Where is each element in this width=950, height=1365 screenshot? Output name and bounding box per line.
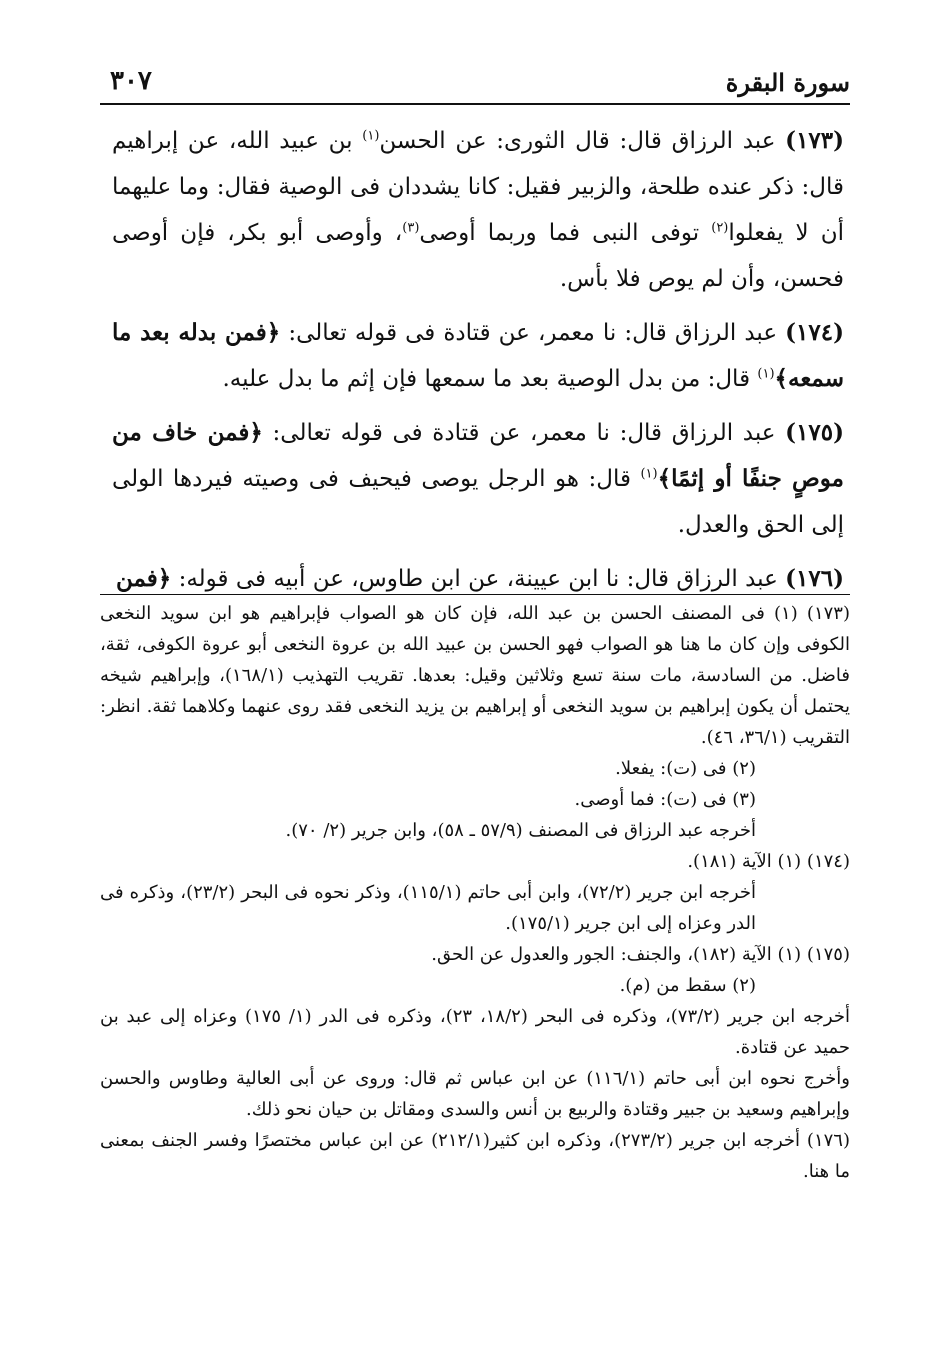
- paragraph-text: بن عبيد الله، عن إبراهيم قال: ذكر عنده طلحة، والزبير فقيل: كانا يشددان فى الوصية فقال: وما عليهما أن لا يفعلوا: [112, 128, 845, 246]
- footnote-marker: (١): [362, 128, 380, 144]
- paragraph-number: (١٧٣): [785, 127, 845, 154]
- footnote-175-1: (١٧٥) (١) الآية (١٨٢)، والجنف: الجور والعدول عن الحق.: [431, 944, 850, 965]
- footnote-175-source: أخرجه ابن جرير (٧٣/٢)، وذكره فى البحر (١٨/٢، ٢٣)، وذكره فى الدر (١/ ١٧٥) وعزاه إلى عبد بن حميد عن قتادة.: [100, 1006, 850, 1058]
- footnote-marker: (٢): [711, 220, 729, 236]
- footnote-173-source: أخرجه عبد الرزاق فى المصنف (٥٧/٩ ـ ٥٨)، وابن جرير (٢/ ٧٠).: [285, 820, 756, 841]
- header-rule: [100, 103, 850, 105]
- footnote-176-source: (١٧٦) أخرجه ابن جرير (٢٧٣/٢)، وذكره ابن كثير(٢١٢/١) عن ابن عباس مختصرًا وفسر الجنف بمعنى ما هنا.: [100, 1130, 850, 1182]
- main-text: [112, 118, 844, 610]
- footnote-marker: (١): [757, 366, 775, 382]
- footnote-174-1: (١٧٤) (١) الآية (١٨١).: [687, 851, 850, 872]
- footnote-marker: (١): [640, 466, 658, 482]
- quran-quote: ﴿فمن: [116, 565, 172, 592]
- paragraph-number: (١٧٥): [785, 419, 845, 446]
- paragraph-number: (١٧٦): [785, 565, 844, 592]
- paragraph-number: (١٧٤): [785, 319, 844, 346]
- footnote-marker: (٣): [402, 220, 420, 236]
- paragraph-text: قال: من بدل الوصية بعد ما سمعها فإن إثم ما بدل عليه.: [222, 366, 758, 392]
- paragraph-text: عبد الرزاق قال: نا معمر، عن قتادة فى قوله تعالى:: [262, 420, 786, 446]
- paragraph-text: عبد الرزاق قال: قال الثورى: عن الحسن: [379, 128, 786, 154]
- quran-quote: ﴿فمن بدله بعد ما سمعه﴾: [112, 319, 844, 392]
- footnote-separator: [100, 594, 850, 595]
- page-number: ٣٠٧: [110, 66, 152, 96]
- footnote-173-2: (٢) فى (ت): يفعلا.: [615, 758, 756, 779]
- chapter-title: سورة البقرة: [725, 68, 850, 97]
- running-head: [100, 62, 850, 102]
- paragraph-175: [112, 410, 844, 548]
- footnote-173-3: (٣) فى (ت): فما أوصى.: [574, 789, 756, 810]
- paragraph-text: قال: هو الرجل يوصى فيحيف فى وصيته فيردها الولى إلى الحق والعدل.: [112, 466, 844, 538]
- paragraph-174: [112, 310, 844, 402]
- footnotes: [100, 598, 850, 1187]
- paragraph-text: توفى النبى فما وربما أوصى: [419, 220, 712, 246]
- quran-quote: ﴿فمن خاف من موصٍ جنفًا أو إثمًا﴾: [112, 419, 844, 492]
- paragraph-text: عبد الرزاق قال: نا ابن عيينة، عن ابن طاوس، عن أبيه فى قوله:: [171, 566, 786, 592]
- footnote-175-2: (٢) سقط من (م).: [619, 975, 756, 996]
- paragraph-text: عبد الرزاق قال: نا معمر، عن قتادة فى قوله تعالى:: [280, 320, 786, 346]
- paragraph-176: [112, 556, 844, 602]
- footnote-174-source: أخرجه ابن جرير (٧٢/٢)، وابن أبى حاتم (١١٥/١)، وذكر نحوه فى البحر (٢٣/٢)، وذكره فى الدر وعزاه إلى ابن جرير (١٧٥/١).: [100, 882, 756, 934]
- footnote-175-source-2: وأخرج نحوه ابن أبى حاتم (١١٦/١) عن ابن عباس ثم قال: وروى عن أبى العالية وطاوس والحسن وإبراهيم وسعيد بن جبير وقتادة والربيع بن أنس والسدى ومقاتل بن حيان نحو ذلك.: [100, 1068, 850, 1120]
- paragraph-173: [112, 118, 844, 302]
- footnote-173-1: (١٧٣) (١) فى المصنف الحسن بن عبد الله، فإن كان هو الصواب فإبراهيم هو ابن سويد النخعى الكوفى وإن كان ما هنا هو الصواب فهو الحسن بن عبيد الله بن عروة النخعى أبو عروة الكوفى، ثقة، فاضل. من السادسة، مات سنة تسع وثلاثين وقيل: بعدها. تقريب التهذيب (١٦٨/١)، وإبراهيم شيخه يحتمل أن يكون إبراهيم بن سويد النخعى أو إبراهيم بن يزيد النخعى فقد روى عنهما وكلاهما ثقة. انظر: التقريب (٣٦/١، ٤٦).: [100, 603, 850, 748]
- paragraph-text: ، وأوصى أبو بكر، فإن أوصى فحسن، وأن لم يوص فلا بأس.: [112, 220, 844, 292]
